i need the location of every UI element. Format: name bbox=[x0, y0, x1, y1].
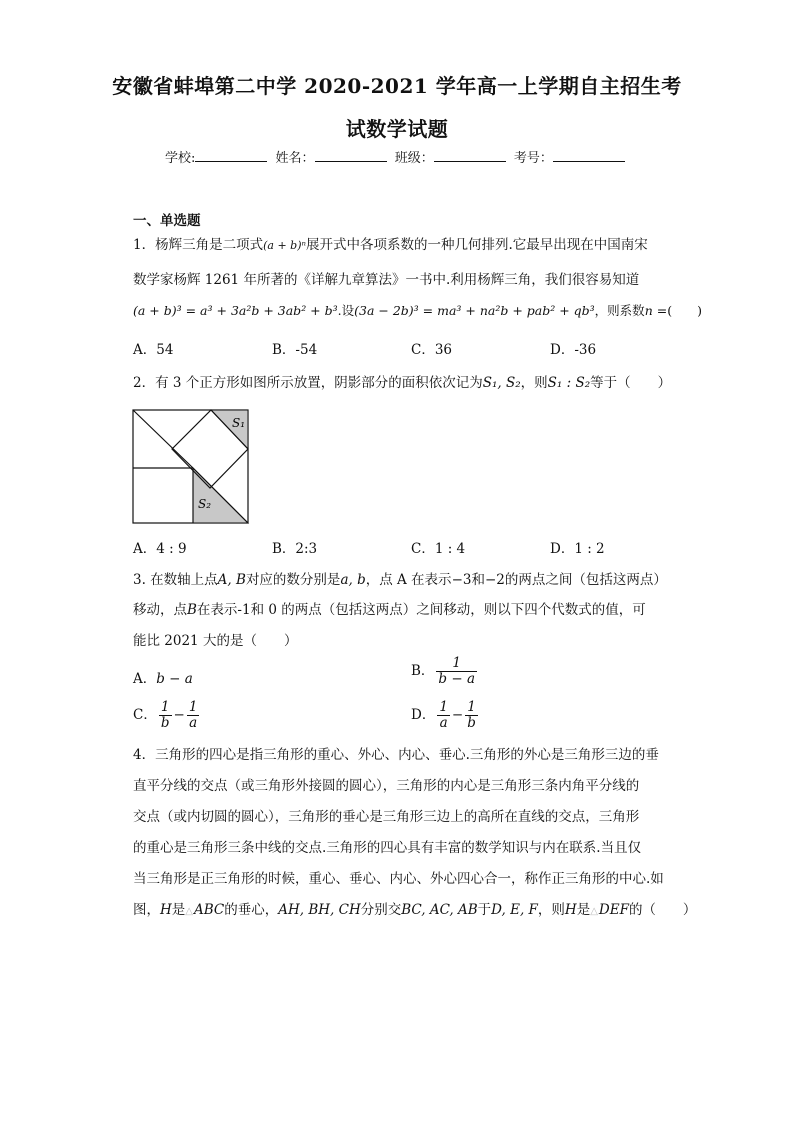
school-label: 学校: bbox=[165, 151, 196, 166]
name-label: 姓名： bbox=[275, 151, 315, 166]
q1-text: ，则系数 bbox=[594, 303, 645, 318]
q2-stem bbox=[133, 374, 671, 392]
fraction bbox=[159, 700, 172, 731]
q3-option-d[interactable] bbox=[411, 700, 480, 731]
q4-line1: 4．三角形的四心是指三角形的重心、外心、内心、垂心.三角形的外心是三角形三边的垂 bbox=[133, 747, 659, 763]
class-blank[interactable] bbox=[434, 149, 506, 162]
q3-vars: a, b bbox=[340, 572, 366, 588]
q1-line3 bbox=[133, 302, 702, 320]
q2-text: 等于（ ） bbox=[590, 375, 672, 391]
q2-ratio: S₁ : S₂ bbox=[547, 375, 591, 391]
label-s2: S₂ bbox=[198, 497, 212, 511]
q3-line3: 能比 2021 大的是（ ） bbox=[133, 633, 298, 649]
q3-text: 的两点之间（包括这两点） bbox=[504, 572, 667, 588]
class-label: 班级： bbox=[394, 151, 434, 166]
fraction bbox=[465, 700, 478, 731]
denominator: a bbox=[189, 715, 198, 731]
school-blank[interactable] bbox=[195, 149, 267, 162]
q4-line6 bbox=[133, 901, 696, 921]
q1-text: .设 bbox=[337, 303, 355, 318]
q3-option-b[interactable] bbox=[411, 656, 479, 687]
number-blank[interactable] bbox=[553, 149, 625, 162]
numerator: 1 bbox=[159, 700, 172, 716]
denominator: b − a bbox=[438, 671, 476, 687]
q4-var: AH, BH, CH bbox=[278, 902, 361, 918]
q3-text: 对应的数分别是 bbox=[245, 572, 341, 588]
q1-option-d[interactable]: D．-36 bbox=[550, 342, 597, 358]
q3-num: −3 bbox=[451, 572, 472, 588]
q4-var: D, E, F bbox=[491, 902, 538, 918]
q1-option-a[interactable]: A．54 bbox=[133, 342, 174, 358]
q4-text: 图， bbox=[133, 902, 160, 918]
q4-line4: 的重心是三角形三条中线的交点.三角形的四心具有丰富的数学知识与内在联系.当且仅 bbox=[133, 840, 642, 856]
triangle-icon: △ bbox=[185, 906, 193, 917]
q3-text: 和 0 的两点（包括这两点）之间移动，则以下四个代数式的值，可 bbox=[250, 602, 646, 618]
q3-option-label: B． bbox=[411, 663, 435, 679]
q4-line5: 当三角形是正三角形的时候，重心、垂心、内心、外心四心合一，称作正三角形的中心.如 bbox=[133, 871, 664, 887]
q2-squares-figure bbox=[132, 409, 250, 525]
q4-text: 的（ ） bbox=[628, 902, 697, 918]
denominator: b bbox=[467, 715, 476, 731]
q2-text: ，则 bbox=[520, 375, 548, 391]
exam-title-line2: 试数学试题 bbox=[345, 117, 449, 141]
q1-option-c[interactable]: C．36 bbox=[411, 342, 453, 358]
denominator: a bbox=[439, 715, 448, 731]
student-info-line bbox=[165, 147, 629, 166]
numerator: 1 bbox=[188, 699, 198, 715]
denominator: b bbox=[160, 715, 170, 731]
q1-line2: 数学家杨辉 1261 年所著的《详解九章算法》一书中.利用杨辉三角，我们很容易知道 bbox=[133, 272, 640, 288]
label-s1: S₁ bbox=[232, 416, 246, 430]
q4-text: 的垂心， bbox=[224, 902, 279, 918]
number-label: 考号： bbox=[513, 151, 553, 166]
q3-option-expr: b − a bbox=[156, 671, 193, 687]
name-blank[interactable] bbox=[315, 149, 387, 162]
q1-text: 1．杨辉三角是二项式 bbox=[133, 237, 264, 253]
q4-var: ABC bbox=[193, 902, 225, 918]
q4-text: 分别交 bbox=[360, 902, 402, 918]
q3-option-label: C． bbox=[133, 707, 157, 723]
minus-sign: − bbox=[451, 707, 464, 723]
triangle-icon: △ bbox=[590, 906, 598, 917]
q1-line1 bbox=[133, 236, 648, 255]
q1-binomial: (a + b)ⁿ bbox=[263, 239, 306, 252]
q3-num: −2 bbox=[484, 572, 505, 588]
fraction bbox=[187, 700, 200, 731]
numerator: 1 bbox=[465, 700, 478, 716]
q2-option-a[interactable]: A．4 : 9 bbox=[133, 541, 187, 557]
q4-text: ，则 bbox=[537, 902, 565, 918]
q4-var: BC, AC, AB bbox=[401, 902, 478, 918]
q3-option-c[interactable] bbox=[133, 700, 201, 731]
minus-sign: − bbox=[173, 707, 185, 723]
q3-option-a[interactable] bbox=[133, 667, 193, 687]
q4-text: 是 bbox=[171, 902, 186, 918]
q4-line3: 交点（或内切圆的圆心），三角形的垂心是三角形三边上的高所在直线的交点，三角形 bbox=[133, 809, 640, 825]
numerator: 1 bbox=[436, 656, 477, 672]
q3-num: -1 bbox=[237, 602, 251, 618]
q3-option-label: A． bbox=[133, 671, 157, 687]
q1-text: 展开式中各项系数的一种几何排列.它最早出现在中国南宋 bbox=[305, 237, 648, 253]
q1-answer-blank: ( ) bbox=[667, 303, 702, 318]
q3-text: 移动，点 bbox=[133, 602, 187, 618]
fraction bbox=[436, 656, 477, 687]
q4-var: H bbox=[564, 902, 577, 918]
q4-var: H bbox=[160, 902, 172, 918]
q3-text: 3. 在数轴上点 bbox=[133, 572, 218, 588]
q1-expansion: (3a − 2b)³ = ma³ + na²b + pab² + qb³ bbox=[354, 303, 595, 318]
q4-line2: 直平分线的交点（或三角形外接圆的圆心），三角形的内心是三角形三条内角平分线的 bbox=[133, 778, 640, 794]
q3-text: ，点 A 在表示 bbox=[365, 572, 452, 588]
q3-text: 在表示 bbox=[196, 602, 238, 618]
exam-title-line1: 安徽省蚌埠第二中学 2020-2021 学年高一上学期自主招生考 bbox=[112, 74, 682, 98]
q2-option-c[interactable]: C．1 : 4 bbox=[411, 541, 466, 557]
section-heading: 一、单选题 bbox=[133, 213, 201, 229]
q3-text: 和 bbox=[471, 572, 485, 588]
q4-var: DEF bbox=[598, 902, 629, 918]
q3-option-label: D． bbox=[411, 707, 436, 723]
q1-option-b[interactable]: B．-54 bbox=[272, 342, 318, 358]
q2-text: 2．有 3 个正方形如图所示放置，阴影部分的面积依次记为 bbox=[133, 375, 483, 391]
q4-text: 是 bbox=[576, 902, 591, 918]
q3-line2 bbox=[133, 601, 646, 619]
q4-text: 于 bbox=[477, 902, 492, 918]
numerator: 1 bbox=[439, 699, 448, 715]
fraction bbox=[437, 700, 450, 731]
q3-point-b: B bbox=[187, 602, 197, 618]
q2-option-d[interactable]: D．1 : 2 bbox=[550, 541, 605, 557]
q2-vars: S₁, S₂ bbox=[482, 375, 521, 391]
q3-points: A, B bbox=[217, 572, 246, 588]
q1-identity: (a + b)³ = a³ + 3a²b + 3ab² + b³ bbox=[133, 303, 338, 318]
q3-line1 bbox=[133, 571, 667, 589]
q1-variable: n = bbox=[644, 303, 668, 318]
q2-option-b[interactable]: B．2:3 bbox=[272, 541, 318, 557]
